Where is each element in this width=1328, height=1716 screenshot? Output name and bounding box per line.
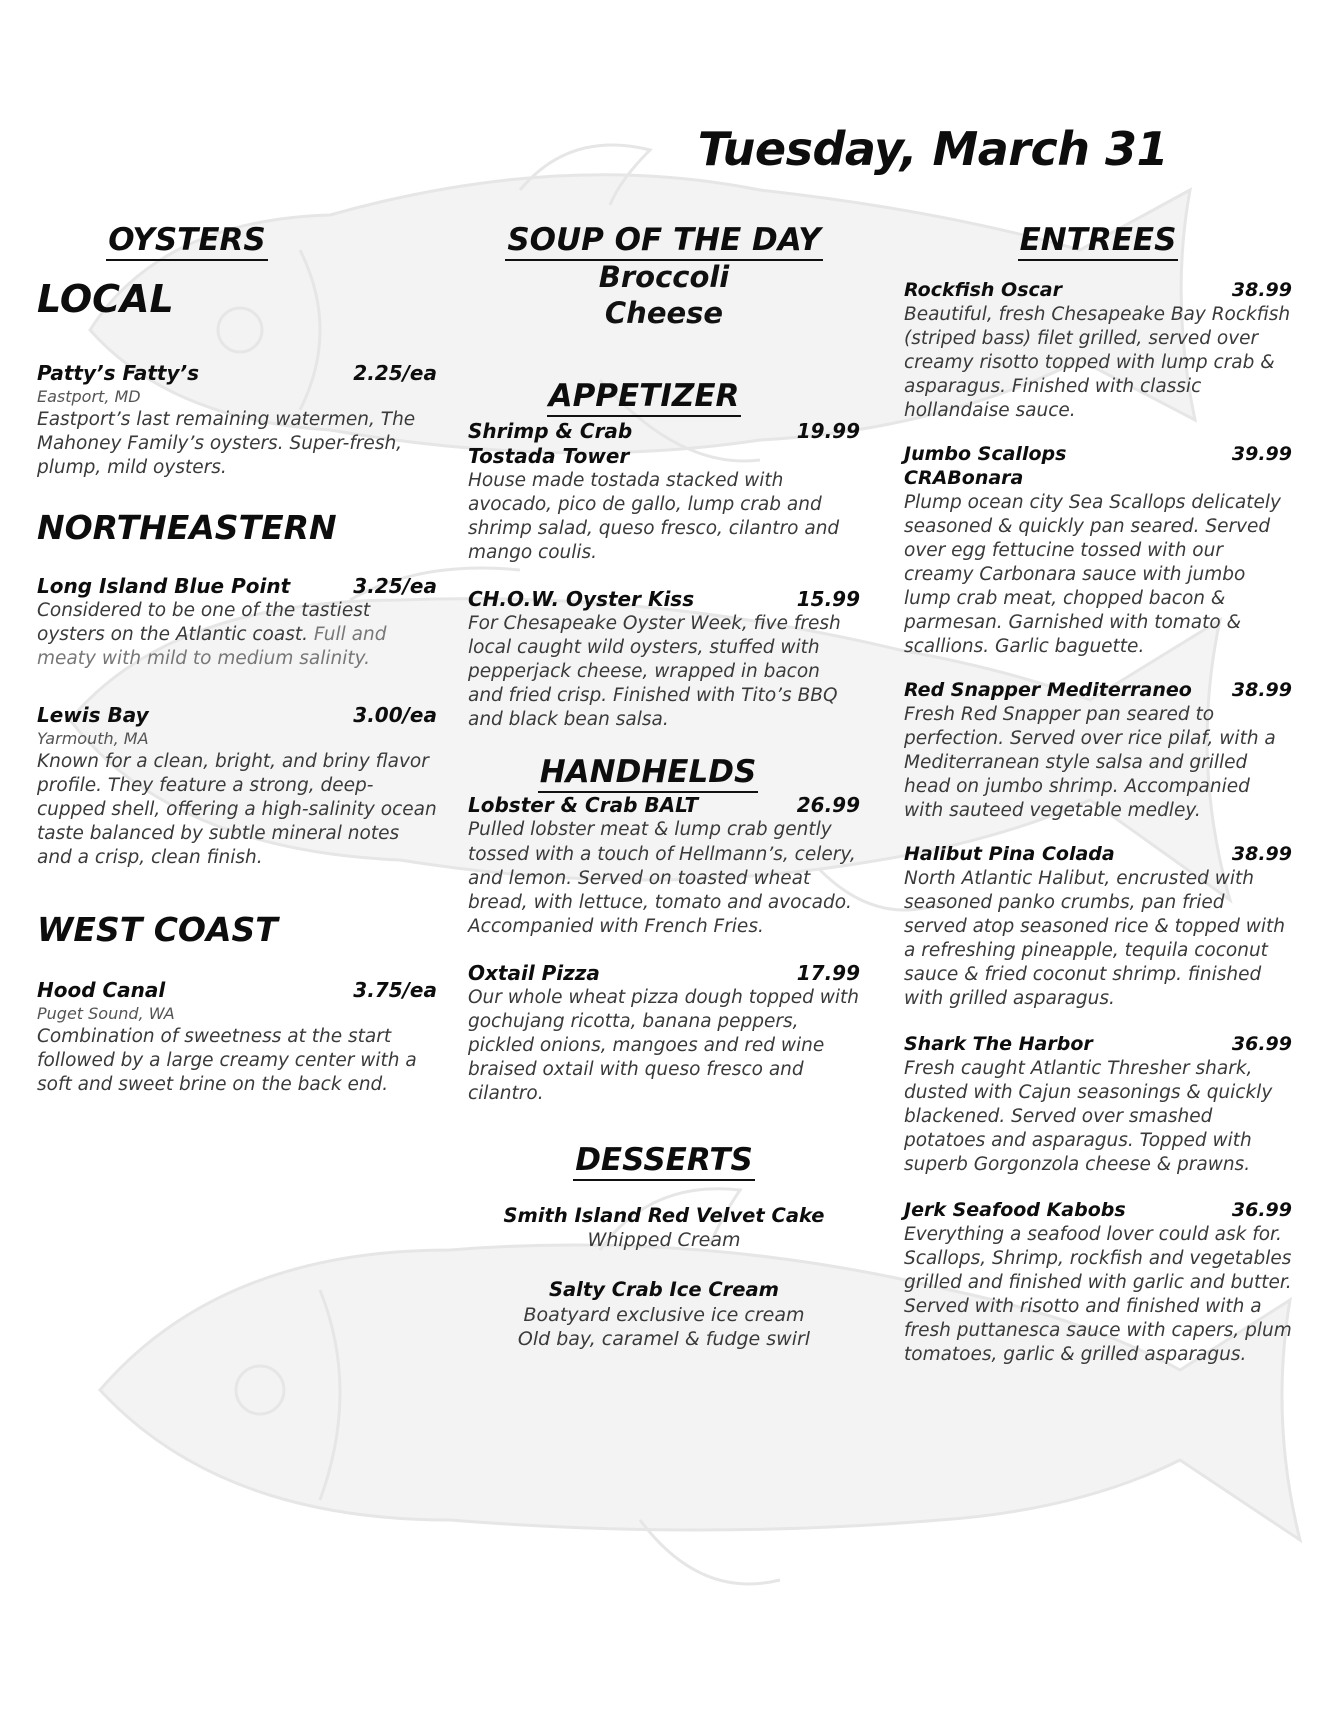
dessert-detail: Whipped Cream <box>587 1229 741 1252</box>
oyster-location: Puget Sound, WA <box>37 1004 175 1024</box>
entree-item <box>904 1199 1292 1367</box>
item-price: 26.99 <box>796 793 860 818</box>
oysters-column <box>37 222 437 1097</box>
entree-item <box>904 843 1292 1011</box>
item-price: 17.99 <box>796 960 860 985</box>
item-name: Shrimp & Crab <box>468 418 633 443</box>
item-header <box>468 587 860 612</box>
oyster-item-header <box>37 978 437 1003</box>
region-west-coast: WEST COAST <box>37 909 278 949</box>
item-name-line2: CRABonara <box>904 466 1024 489</box>
item-header <box>904 679 1292 703</box>
oyster-item <box>37 361 437 480</box>
item-name: Rockfish Oscar <box>904 279 1062 302</box>
oysters-title: OYSTERS <box>37 222 337 259</box>
oyster-price: 3.75/ea <box>353 978 437 1003</box>
oyster-description: Considered to be one of the tastiest oysters on the Atlantic coast. Full and meaty with mild to medium salinity. <box>37 600 387 670</box>
item-name: Jumbo Scallops <box>904 443 1067 466</box>
region-northeastern: NORTHEASTERN <box>37 507 337 547</box>
dessert-name: Smith Island Red Velvet Cake <box>503 1204 825 1228</box>
item-header <box>904 279 1292 303</box>
oyster-name: Patty’s Fatty’s <box>37 360 200 385</box>
item-price: 38.99 <box>1231 679 1292 701</box>
item-description: Pulled lobster meat & lump crab gently tossed with a touch of Hellmann’s, celery, and lemon. Served on toasted wheat bread, with lettuce, tomato and avocado. Accompanied with French Fries. <box>468 819 856 937</box>
handhelds-title: HANDHELDS <box>436 754 860 791</box>
item-name: Lobster & Crab BALT <box>468 793 699 818</box>
item-name: CH.O.W. Oyster Kiss <box>468 587 695 612</box>
soup-of-the-day <box>468 259 860 332</box>
soup-line: Cheese <box>604 296 724 331</box>
item-name: Red Snapper Mediterraneo <box>904 679 1192 701</box>
item-description: Our whole wheat pizza dough topped with gochujang ricotta, banana peppers, pickled onions, mangoes and red wine braised oxtail with queso fresco and cilantro. <box>468 986 860 1104</box>
oyster-description: Known for a clean, bright, and briny flavor profile. They feature a strong, deep-cupped shell, offering a high-salinity ocean taste balanced by subtle mineral notes and a crisp, clean finish. <box>37 750 437 868</box>
handheld-item <box>468 961 860 1106</box>
entree-item <box>904 443 1292 659</box>
item-price: 38.99 <box>1231 279 1292 302</box>
item-description: For Chesapeake Oyster Week, five fresh local caught wild oysters, stuffed with pepperjack cheese, wrapped in bacon and fried crisp. Finished with Tito’s BBQ and black bean salsa. <box>468 613 841 731</box>
entree-item <box>904 1033 1292 1177</box>
dessert-item <box>468 1277 860 1352</box>
item-price: 19.99 <box>796 418 860 443</box>
desserts-title: DESSERTS <box>468 1142 860 1179</box>
oyster-description: Eastport’s last remaining watermen, The Mahoney Family’s oysters. Super-fresh, plump, mild oysters. <box>37 408 416 478</box>
oyster-item-header <box>37 361 437 386</box>
oyster-item-header <box>37 574 437 599</box>
item-name: Jerk Seafood Kabobs <box>904 1199 1126 1221</box>
item-header <box>904 843 1292 867</box>
middle-column <box>468 222 860 1352</box>
appetizer-item <box>468 587 860 732</box>
dessert-item <box>468 1203 860 1253</box>
item-name-line2: Tostada Tower <box>468 443 630 468</box>
item-header <box>468 793 860 818</box>
oyster-name: Long Island Blue Point <box>37 574 291 599</box>
appetizer-title: APPETIZER <box>428 378 860 415</box>
oyster-item <box>37 574 437 671</box>
oyster-item <box>37 978 437 1097</box>
entrees-title: ENTREES <box>904 222 1292 259</box>
dessert-detail: Old bay, caramel & fudge swirl <box>517 1328 811 1351</box>
item-price: 39.99 <box>1231 443 1292 466</box>
soup-line: Broccoli <box>598 260 730 295</box>
item-description: Fresh Red Snapper pan seared to perfection. Served over rice pilaf, with a Mediterranean style salsa and grilled head on jumbo shrimp. Accompanied with sauteed vegetable medley. <box>904 703 1276 821</box>
item-header <box>904 1033 1292 1057</box>
item-price: 36.99 <box>1231 1199 1292 1221</box>
item-name: Shark The Harbor <box>904 1033 1093 1056</box>
region-local: LOCAL <box>37 277 174 322</box>
appetizer-item <box>468 419 860 565</box>
item-description: House made tostada stacked with avocado, pico de gallo, lump crab and shrimp salad, queso fresco, cilantro and mango coulis. <box>468 469 840 564</box>
entrees-column <box>904 222 1292 1367</box>
oyster-location: Eastport, MD <box>37 386 141 406</box>
entree-item <box>904 679 1292 823</box>
oyster-name: Hood Canal <box>37 978 166 1003</box>
oyster-price: 3.25/ea <box>353 574 437 599</box>
item-description: Fresh caught Atlantic Thresher shark, dusted with Cajun seasonings & quickly blackened. Served over smashed potatoes and asparagus. Topped with superb Gorgonzola cheese & prawns. <box>904 1057 1273 1175</box>
soup-title: SOUP OF THE DAY <box>468 222 860 259</box>
dessert-name: Salty Crab Ice Cream <box>548 1278 779 1302</box>
menu-date: Tuesday, March 31 <box>697 122 1168 176</box>
dessert-detail: Boatyard exclusive ice cream <box>523 1303 805 1326</box>
oyster-item <box>37 703 437 870</box>
item-name: Oxtail Pizza <box>468 960 600 985</box>
oyster-description: Combination of sweetness at the start followed by a large creamy center with a soft and sweet brine on the back end. <box>37 1025 417 1095</box>
oyster-location: Yarmouth, MA <box>37 729 149 749</box>
handheld-item <box>468 793 860 938</box>
item-description: Plump ocean city Sea Scallops delicately seasoned & quickly pan seared. Served over egg fettucine tossed with our creamy Carbonara sauce with jumbo lump crab meat, chopped bacon & parmesan. Garnished with tomato & scallions. Garlic baguette. <box>904 491 1281 657</box>
item-description: Everything a seafood lover could ask for. Scallops, Shrimp, rockfish and vegetables grilled and finished with garlic and butter. Served with risotto and finished with a fresh puttanesca sauce with capers, plum tomatoes, garlic & grilled asparagus. <box>904 1223 1292 1365</box>
item-price: 38.99 <box>1231 842 1292 865</box>
item-description: Beautiful, fresh Chesapeake Bay Rockfish (striped bass) filet grilled, served over creamy risotto topped with lump crab & asparagus. Finished with classic hollandaise sauce. <box>904 303 1291 422</box>
item-name: Halibut Pina Colada <box>904 842 1115 865</box>
item-price: 36.99 <box>1231 1033 1292 1056</box>
oyster-price: 2.25/ea <box>353 360 437 385</box>
item-header <box>904 443 1292 467</box>
oyster-price: 3.00/ea <box>353 703 437 728</box>
item-header <box>468 419 860 444</box>
item-header <box>468 961 860 986</box>
oyster-item-header <box>37 703 437 728</box>
entree-item <box>904 279 1292 423</box>
item-price: 15.99 <box>796 587 860 612</box>
item-description: North Atlantic Halibut, encrusted with seasoned panko crumbs, pan fried served atop seasoned rice & topped with a refreshing pineapple, tequila coconut sauce & fried coconut shrimp. finished with grilled asparagus. <box>904 867 1285 1009</box>
item-header <box>904 1199 1292 1223</box>
oyster-name: Lewis Bay <box>37 703 149 728</box>
